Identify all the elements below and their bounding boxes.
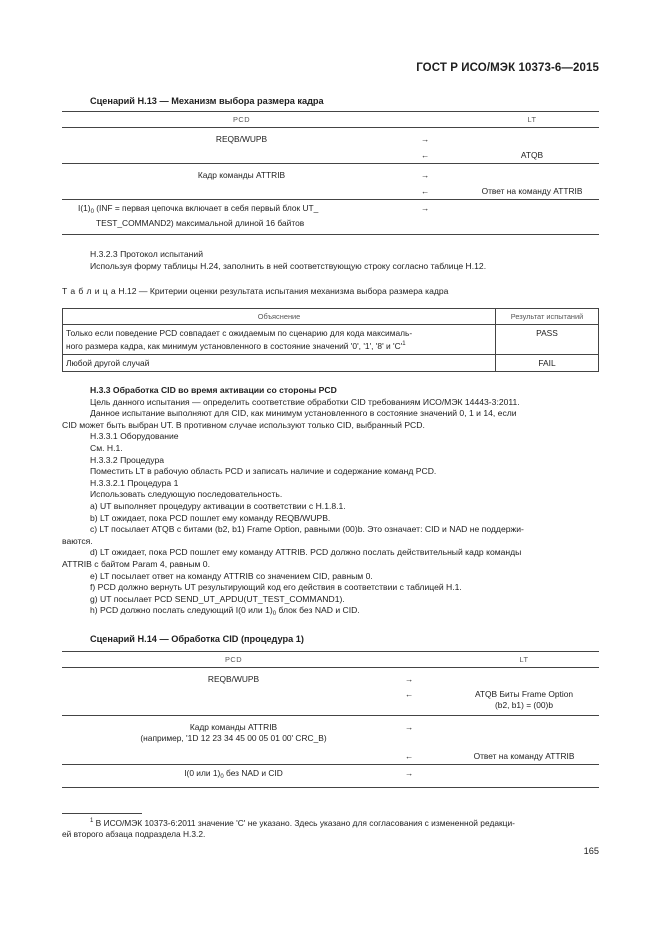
cell-pcd bbox=[62, 183, 421, 200]
scenario-13-table bbox=[62, 111, 599, 235]
cell-lt bbox=[449, 765, 599, 788]
list-item: h) PCD должно послать следующий I(0 или $1)_0$ блок без NAD и CID. bbox=[90, 605, 360, 618]
footnote-divider bbox=[62, 813, 142, 814]
arrow-right-icon: → bbox=[405, 674, 414, 684]
protocol-text: Используя форму таблицы Н.24, заполнить в ней соответствующую строку согласно таблице Н.12. bbox=[90, 260, 487, 271]
table-row bbox=[63, 325, 599, 355]
cell-lt: ATQB bbox=[465, 147, 599, 164]
table-12-caption: Т а б л и ц а Н.12 — Критерии оценки результата испытания механизма выбора размера кадра bbox=[62, 286, 449, 296]
col-arrow bbox=[405, 652, 449, 668]
list-item-cont: ATTRIB с байтом Param 4, равным 0. bbox=[62, 558, 210, 569]
cell-lt bbox=[465, 164, 599, 184]
table-row bbox=[62, 200, 599, 235]
table-row bbox=[62, 128, 599, 148]
cell-explanation: Только если поведение PCD совпадает с ожидаемым по сценарию для кода максималь- ного размера кадра, как минимум установленного в состояние значений '0', '1', '8' и '$C'^1$ bbox=[63, 325, 496, 355]
arrow-left-icon: ← bbox=[405, 687, 449, 716]
cell-explanation: Любой другой случай bbox=[63, 354, 496, 372]
subsection-heading: Н.3.3.1 Оборудование bbox=[90, 431, 179, 442]
list-item: b) LT ожидает, пока PCD пошлет ему команду REQB/WUPB. bbox=[90, 512, 331, 523]
cell-lt bbox=[465, 200, 599, 235]
scenario-14-title: Сценарий Н.14 — Обработка CID (процедура 1) bbox=[90, 634, 304, 644]
table-row bbox=[62, 183, 599, 200]
paragraph: Цель данного испытания — определить соответствие обработки CID требованиям ИСО/МЭК 14443-3:2011. bbox=[90, 396, 520, 407]
list-item: a) UT выполняет процедуру активации в соответствии с Н.1.8.1. bbox=[90, 500, 346, 511]
table-row bbox=[62, 687, 599, 716]
list-item: f) PCD должно вернуть UT результирующий код его действия в соответствии с таблицей Н.1. bbox=[90, 582, 462, 593]
arrow-left-icon: ← bbox=[421, 183, 465, 200]
cell-pcd: REQB/WUPB bbox=[207, 674, 260, 684]
col-result: Результат испытаний bbox=[496, 309, 599, 325]
list-item: c) LT посылает ATQB с битами (b2, b1) Frame Option, равными (00)b. Это означает: CID и NAD не поддержи- bbox=[90, 524, 524, 535]
arrow-right-icon: → bbox=[405, 768, 414, 778]
paragraph: CID может быть выбран UT. В противном случае используют только CID, выбранный PCD. bbox=[62, 419, 425, 430]
cell-pcd bbox=[62, 748, 405, 765]
document-header: ГОСТ Р ИСО/МЭК 10373-6—2015 bbox=[416, 62, 599, 74]
table-row bbox=[63, 354, 599, 372]
cell-lt bbox=[465, 128, 599, 148]
paragraph: Использовать следующую последовательность. bbox=[90, 489, 283, 500]
protocol-heading: Н.3.2.3 Протокол испытаний bbox=[90, 249, 204, 259]
col-lt: LT bbox=[449, 652, 599, 668]
list-item: e) LT посылает ответ на команду ATTRIB со значением CID, равным 0. bbox=[90, 570, 373, 581]
table-12 bbox=[62, 308, 599, 372]
cell-lt: Ответ на команду ATTRIB bbox=[449, 748, 599, 765]
arrow-right-icon: → bbox=[421, 203, 430, 213]
table-row bbox=[62, 668, 599, 688]
cell-lt: Ответ на команду ATTRIB bbox=[465, 183, 599, 200]
section-333 bbox=[62, 385, 599, 621]
scenario-13-title: Сценарий Н.13 — Механизм выбора размера кадра bbox=[90, 96, 324, 106]
arrow-right-icon: → bbox=[421, 170, 430, 180]
arrow-left-icon: ← bbox=[405, 748, 449, 765]
protocol-block bbox=[62, 249, 599, 272]
cell-pcd: REQB/WUPB bbox=[215, 134, 268, 144]
cell-lt: ATQB Биты Frame Option (b2, b1) = (00)b bbox=[449, 687, 599, 716]
table-row bbox=[62, 147, 599, 164]
arrow-right-icon: → bbox=[405, 722, 414, 732]
scenario-14-table bbox=[62, 651, 599, 788]
cell-pcd: Кадр команды ATTRIB bbox=[197, 170, 286, 180]
cell-pcd: Кадр команды ATTRIB (например, '1D 12 23 34 45 00 05 01 00' CRC_B) bbox=[140, 722, 327, 743]
cell-pcd: $I(1)_0$ (INF = первая цепочка включает в себя первый блок UT_ TEST_COMMAND2) максимальной длиной 16 байтов bbox=[78, 203, 319, 228]
arrow-left-icon: ← bbox=[421, 147, 465, 164]
section-heading: Н.3.3 Обработка CID во время активации со стороны PCD bbox=[90, 385, 337, 395]
col-lt: LT bbox=[465, 112, 599, 128]
arrow-right-icon: → bbox=[421, 134, 430, 144]
table-row bbox=[62, 716, 599, 749]
col-arrow bbox=[421, 112, 465, 128]
paragraph: Поместить LT в рабочую область PCD и записать наличие и содержание команд PCD. bbox=[90, 466, 437, 477]
table-row bbox=[62, 164, 599, 184]
col-pcd: PCD bbox=[62, 652, 405, 668]
list-item-cont: ваются. bbox=[62, 535, 93, 546]
subsection-heading: Н.3.3.2 Процедура bbox=[90, 454, 165, 465]
footnote: $^1$ В ИСО/МЭК 10373-6:2011 значение 'C' не указано. Здесь указано для согласования с измененной редакци- ей второго абзаца подраздела Н.3.2. bbox=[62, 817, 515, 839]
cell-pcd bbox=[62, 687, 405, 716]
paragraph: См. Н.1. bbox=[90, 442, 123, 453]
cell-pcd: I(0 или $1)_0$ без NAD и CID bbox=[184, 768, 283, 780]
subsection-heading: Н.3.3.2.1 Процедура 1 bbox=[90, 477, 179, 488]
table-row bbox=[62, 765, 599, 788]
cell-lt bbox=[449, 716, 599, 749]
col-pcd: PCD bbox=[62, 112, 421, 128]
cell-pcd bbox=[62, 147, 421, 164]
list-item: g) UT посылает PCD SEND_UT_APDU(UT_TEST_COMMAND1). bbox=[90, 593, 345, 604]
cell-result: PASS bbox=[496, 325, 599, 355]
col-explanation: Объяснение bbox=[63, 309, 496, 325]
page-number: 165 bbox=[583, 846, 599, 856]
paragraph: Данное испытание выполняют для CID, как минимум установленного в состояние значений 0, 1 и 14, если bbox=[90, 408, 517, 419]
list-item: d) LT ожидает, пока PCD пошлет ему команду ATTRIB. PCD должно послать действительный кадр команды bbox=[90, 547, 522, 558]
cell-result: FAIL bbox=[496, 354, 599, 372]
table-row bbox=[62, 748, 599, 765]
cell-lt bbox=[449, 668, 599, 688]
